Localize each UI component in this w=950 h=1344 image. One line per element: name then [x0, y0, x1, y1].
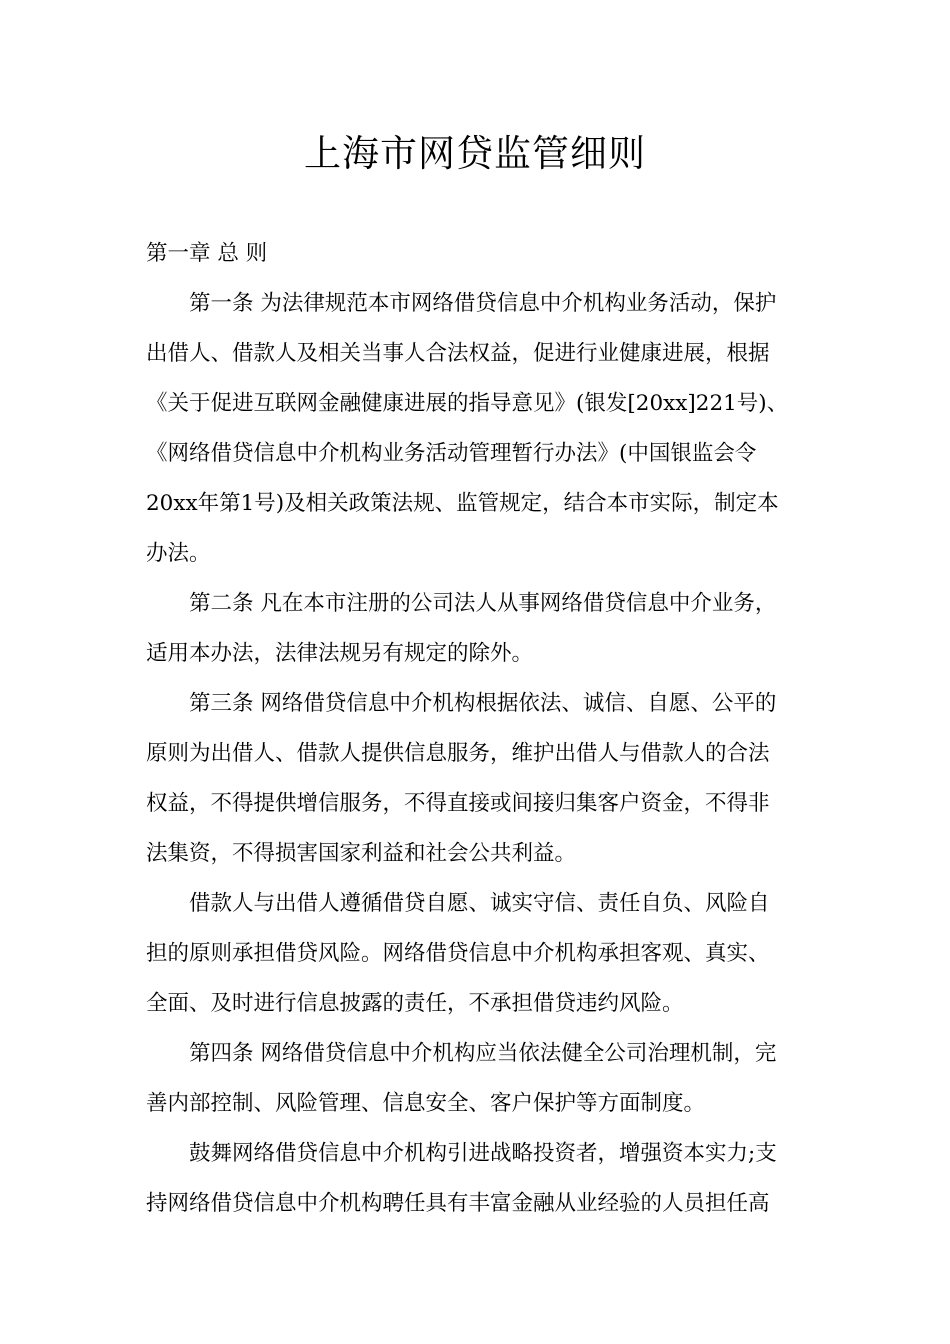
text-line: 第四条 网络借贷信息中介机构应当依法健全公司治理机制，完 [189, 1041, 777, 1066]
text-line: 第一条 为法律规范本市网络借贷信息中介机构业务活动，保护 [189, 291, 777, 316]
text-line: 20xx年第1号)及相关政策法规、监管规定，结合本市实际，制定本 [146, 491, 779, 516]
text-line: 《网络借贷信息中介机构业务活动管理暂行办法》(中国银监会令 [146, 441, 757, 466]
text-line: 适用本办法，法律法规另有规定的除外。 [146, 641, 534, 666]
text-line: 出借人、借款人及相关当事人合法权益，促进行业健康进展，根据 [146, 341, 770, 366]
text-line: 第二条 凡在本市注册的公司法人从事网络借贷信息中介业务， [189, 591, 777, 616]
text-line: 善内部控制、风险管理、信息安全、客户保护等方面制度。 [146, 1091, 706, 1116]
text-line: 办法。 [146, 541, 211, 566]
text-line: 担的原则承担借贷风险。网络借贷信息中介机构承担客观、真实、 [146, 941, 770, 966]
text-line: 第一章 总 则 [146, 241, 268, 266]
document-title: 上海市网贷监管细则 [304, 132, 646, 175]
text-line: 持网络借贷信息中介机构聘任具有丰富金融从业经验的人员担任高 [146, 1191, 770, 1216]
text-line: 《关于促进互联网金融健康进展的指导意见》(银发[20xx]221号)、 [146, 391, 789, 416]
text-line: 原则为出借人、借款人提供信息服务，维护出借人与借款人的合法 [146, 741, 770, 766]
text-line: 法集资，不得损害国家利益和社会公共利益。 [146, 841, 577, 866]
text-line: 借款人与出借人遵循借贷自愿、诚实守信、责任自负、风险自 [189, 891, 770, 916]
text-line: 第三条 网络借贷信息中介机构根据依法、诚信、自愿、公平的 [189, 691, 777, 716]
text-line: 权益，不得提供增信服务，不得直接或间接归集客户资金，不得非 [146, 791, 770, 816]
text-line: 鼓舞网络借贷信息中介机构引进战略投资者，增强资本实力;支 [189, 1141, 777, 1166]
text-line: 全面、及时进行信息披露的责任，不承担借贷违约风险。 [146, 991, 684, 1016]
document-body [146, 229, 810, 1229]
